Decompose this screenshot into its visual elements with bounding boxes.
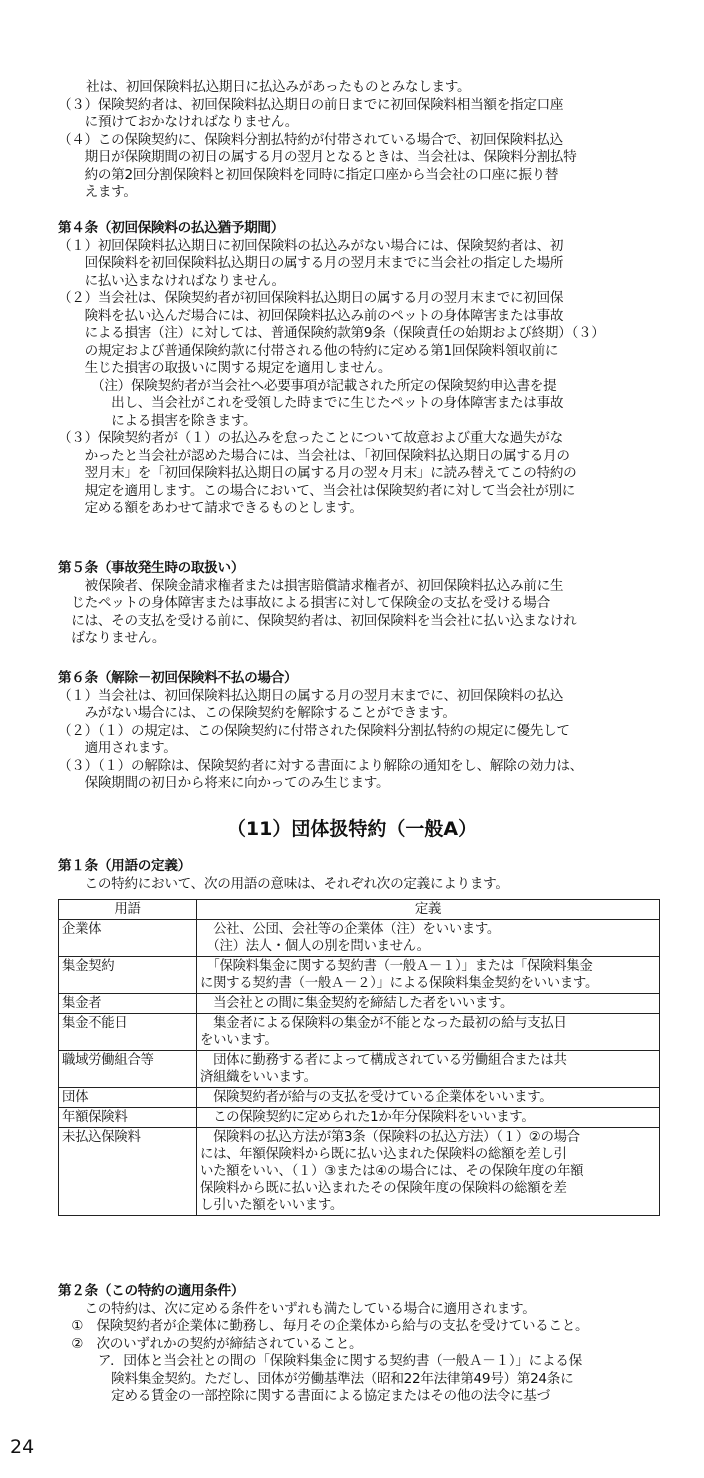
paragraph: （３）（１）の解除は、保険契約者に対する書面により解除の通知をし、解除の効力は、 保険期間の初日から将来に向かってのみ生じます。 bbox=[58, 757, 583, 791]
article-heading: 第６条（解除－初回保険料不払の場合） bbox=[58, 670, 298, 686]
paragraph: 被保険者、保険金請求権者または損害賠償請求権者が、初回保険料払込み前に生 じたペットの身体障害または事故による損害に対して保険金の支払を受ける場合 には、その支払を受ける前に、保険契約者は、初回保険料を当会社に払い込まなけれ ばなりません。 bbox=[71, 577, 577, 646]
section-title: （11）団体扱特約（一般A） bbox=[226, 818, 478, 840]
paragraph: （２）（１）の規定は、この保険契約に付帯された保険料分割払特約の規定に優先して 適用されます。 bbox=[58, 722, 570, 756]
table-row bbox=[59, 994, 660, 1014]
definitions-table bbox=[58, 899, 660, 1216]
column-header-definition: 定義 bbox=[197, 900, 660, 920]
paragraph: （３）保険契約者が（１）の払込みを怠ったことについて故意および重大な過失がな かったと当会社が認めた場合には、当会社は、「初回保険料払込期日の属する月の 翌月末」を「初回保険料払込期日の属する月の翌々月末」に読み替えてこの特約の 規定を適用します。この場合において、当会社は保険契約者に対して当会社が別に 定める額をあわせて請求できるものとします。 bbox=[58, 430, 577, 516]
group-article-1 bbox=[58, 858, 658, 893]
term-cell: 未払込保険料 bbox=[59, 1128, 197, 1216]
table-row bbox=[59, 1051, 660, 1088]
table-row bbox=[59, 1088, 660, 1108]
paragraph: 社は、初回保険料払込期日に払込みがあったものとみなします。 bbox=[86, 79, 471, 95]
paragraph: （４）この保険契約に、保険料分割払特約が付帯されている場合で、初回保険料払込 期日が保険期間の初日の属する月の翌月となるときは、当会社は、保険料分割払特 約の第2回分割保険料と初回保険料を同時に指定口座から当会社の口座に振り替 えます。 bbox=[58, 131, 577, 200]
article-heading: 第５条（事故発生時の取扱い） bbox=[58, 560, 245, 576]
table-row bbox=[59, 1108, 660, 1128]
table-row bbox=[59, 1128, 660, 1216]
term-cell: 集金契約 bbox=[59, 957, 197, 994]
list-item: ② 次のいずれかの契約が締結されていること。 bbox=[58, 1335, 363, 1352]
definition-cell: 「保険料集金に関する契約書（一般Ａ－１）」または「保険料集金 に関する契約書（一般Ａ－２）」による保険料集金契約をいいます。 bbox=[197, 957, 660, 994]
paragraph: （３）保険契約者は、初回保険料払込期日の前日までに初回保険料相当額を指定口座 に預けておかなければなりません。 bbox=[58, 96, 564, 130]
article-heading: 第４条（初回保険料の払込猶予期間） bbox=[58, 220, 284, 236]
term-cell: 年額保険料 bbox=[59, 1108, 197, 1128]
article-heading: 第１条（用語の定義） bbox=[58, 858, 191, 874]
definition-cell: 団体に勤務する者によって構成されている労働組合または共 済組織をいいます。 bbox=[197, 1051, 660, 1088]
article-5 bbox=[58, 560, 658, 648]
term-cell: 企業体 bbox=[59, 920, 197, 957]
top-continuation bbox=[58, 79, 658, 202]
article-heading: 第２条（この特約の適用条件） bbox=[58, 1283, 245, 1299]
list-item: ① 保険契約者が企業体に勤務し、毎月その企業体から給与の支払を受けていること。 bbox=[58, 1318, 589, 1334]
group-article-2 bbox=[58, 1283, 668, 1406]
column-header-term: 用語 bbox=[59, 900, 197, 920]
paragraph: この特約は、次に定める条件をいずれも満たしている場合に適用されます。 bbox=[58, 1300, 536, 1317]
page-number: 24 bbox=[10, 1436, 35, 1458]
paragraph: この特約において、次の用語の意味は、それぞれ次の定義によります。 bbox=[58, 875, 509, 892]
definition-cell: 公社、公団、会社等の企業体（注）をいいます。 （注）法人・個人の別を問いません。 bbox=[197, 920, 660, 957]
term-cell: 職域労働組合等 bbox=[59, 1051, 197, 1088]
table-row bbox=[59, 1014, 660, 1051]
definition-cell: 集金者による保険料の集金が不能となった最初の給与支払日 をいいます。 bbox=[197, 1014, 660, 1051]
term-cell: 集金者 bbox=[59, 994, 197, 1014]
paragraph: （１）当会社は、初回保険料払込期日の属する月の翌月末までに、初回保険料の払込 みがない場合には、この保険契約を解除することができます。 bbox=[58, 687, 564, 721]
definition-cell: 保険契約者が給与の支払を受けている企業体をいいます。 bbox=[197, 1088, 660, 1108]
definition-cell: 保険料の払込方法が第3条（保険料の払込方法）（１）②の場合 には、年額保険料から既に払い込まれた保険料の総額を差し引 いた額をいい、（１）③または④の場合には、その保険年度の年額 保険料から既に払い込まれたその保険年度の保険料の総額を差 し引いた額をいいます。 bbox=[197, 1128, 660, 1216]
paragraph: （２）当会社は、保険契約者が初回保険料払込期日の属する月の翌月末までに初回保 険料を払い込んだ場合には、初回保険料払込み前のペットの身体障害または事故 による損害（注）に対しては、普通保険約款第9条（保険責任の始期および終期）（３） の規定および普通保険約款に付帯される他の特約に定める第1回保険料領収前に 生じた損害の取扱いに関する規定を適用しません。 bbox=[58, 290, 605, 376]
article-4 bbox=[58, 220, 658, 518]
term-cell: 団体 bbox=[59, 1088, 197, 1108]
table-header-row bbox=[59, 900, 660, 920]
article-6 bbox=[58, 670, 658, 793]
note: （注）保険契約者が当会社へ必要事項が記載された所定の保険契約申込書を提 出し、当会社がこれを受領した時までに生じたペットの身体障害または事故 による損害を除きます。 bbox=[97, 377, 564, 429]
paragraph: （１）初回保険料払込期日に初回保険料の払込みがない場合には、保険契約者は、初 回保険料を初回保険料払込期日の属する月の翌月末までに当会社の指定した場所 に払い込まなければなりません。 bbox=[58, 237, 564, 289]
definition-cell: 当会社との間に集金契約を締結した者をいいます。 bbox=[197, 994, 660, 1014]
table-row bbox=[59, 920, 660, 957]
list-item: ア．団体と当会社との間の「保険料集金に関する契約書（一般Ａ－１）」による保 険料集金契約。ただし、団体が労働基準法（昭和22年法律第49号）第24条に 定める賃金の一部控除に関する書面による協定またはその他の法令に基づ bbox=[97, 1353, 582, 1404]
term-cell: 集金不能日 bbox=[59, 1014, 197, 1051]
definition-cell: この保険契約に定められた1か年分保険料をいいます。 bbox=[197, 1108, 660, 1128]
table-row bbox=[59, 957, 660, 994]
